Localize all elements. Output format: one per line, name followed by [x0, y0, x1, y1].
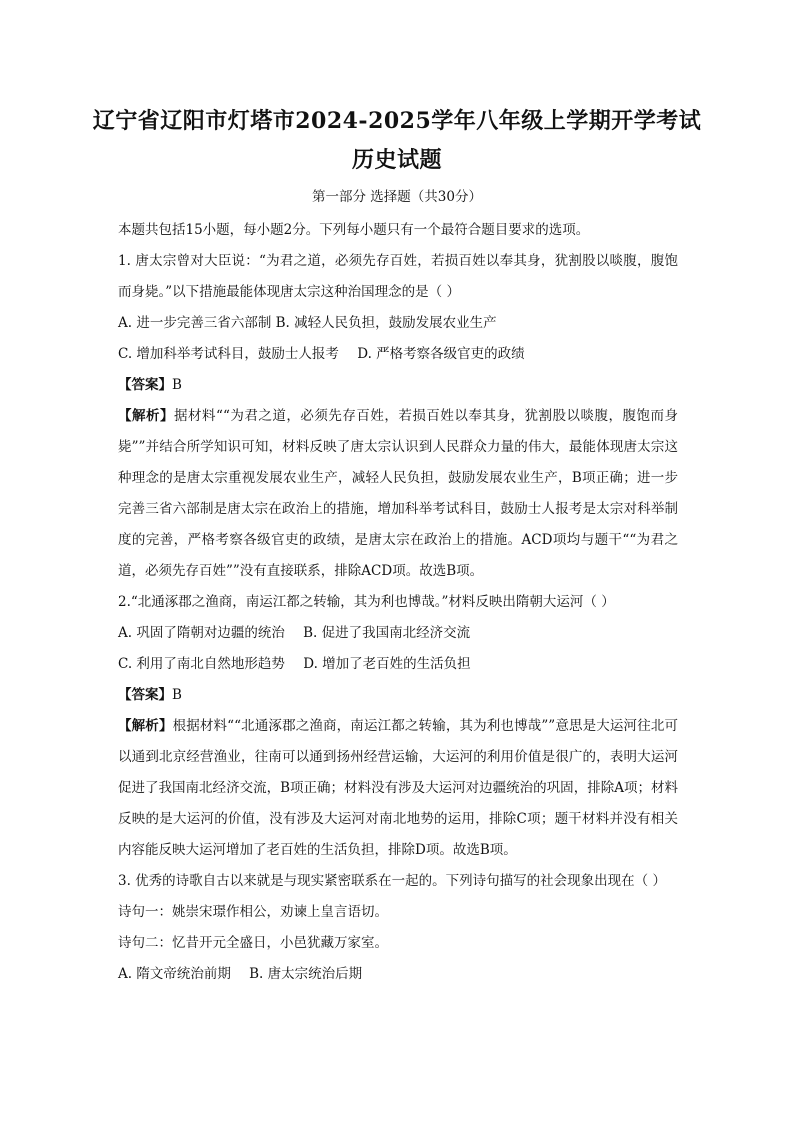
question-3-poem-1: 诗句一：姚崇宋璟作相公，劝谏上皇言语切。 — [118, 904, 388, 920]
question-2-option-a: A. 巩固了隋朝对边疆的统治 — [118, 625, 285, 641]
page-subject-title: 历史试题 — [351, 147, 442, 173]
question-3-options-ab — [118, 959, 678, 990]
question-3-option-a: A. 隋文帝统治前期 — [118, 966, 231, 982]
question-1-analysis — [118, 401, 678, 587]
analysis-label: 【解析】 — [118, 718, 173, 734]
question-2-options-cd — [118, 649, 678, 680]
answer-label: 【答案】 — [118, 687, 172, 703]
question-1-option-b: B. 减轻人民负担，鼓励发展农业生产 — [275, 315, 497, 331]
answer-value: B — [172, 377, 182, 393]
question-2-option-b: B. 促进了我国南北经济交流 — [303, 625, 471, 641]
answer-value: B — [172, 687, 182, 703]
question-1-options-cd — [118, 339, 678, 370]
analysis-label: 【解析】 — [118, 408, 175, 424]
analysis-text: 根据材料““北通涿郡之渔商，南运江都之转输，其为利也博哉””意思是大运河往北可以通到北京经营渔业，往南可以通到扬州经营运输，大运河的利用价值是很广的，表明大运河促进了我国南北经济交流，B项正确；材料没有涉及大运河对边疆统治的巩固，排除A项；材料反映的是大运河的价值，没有涉及大运河对南北地势的运用，排除C项；题干材料并没有相关内容能反映大运河增加了老百姓的生活负担，排除D项。故选B项。 — [118, 718, 679, 858]
question-2-analysis — [118, 711, 678, 866]
question-2-answer — [118, 680, 678, 711]
answer-label: 【答案】 — [118, 377, 172, 393]
instructions: 本题共包括15小题，每小题2分。下列每小题只有一个最符合题目要求的选项。 — [118, 222, 590, 238]
question-1-stem: 1. 唐太宗曾对大臣说：“为君之道，必须先存百姓，若损百姓以奉其身，犹割股以啖腹，腹饱而身毙。”以下措施最能体现唐太宗这种治国理念的是（ ） — [118, 253, 678, 300]
question-1-options-ab — [118, 308, 678, 339]
analysis-text: 据材料““为君之道，必须先存百姓，若损百姓以奉其身，犹割股以啖腹，腹饱而身毙””并结合所学知识可知，材料反映了唐太宗认识到人民群众力量的伟大，最能体现唐太宗这种理念的是唐太宗重视发展农业生产，减轻人民负担，鼓励发展农业生产，B项正确；进一步完善三省六部制是唐太宗在政治上的措施，增加科举考试科目，鼓励士人报考是太宗对科举制度的完善，严格考察各级官吏的政绩，是唐太宗在政治上的措施。ACD项均与题干““为君之道，必须先存百姓””没有直接联系，排除ACD项。故选B项。 — [118, 408, 679, 579]
question-3-poem-2: 诗句二：忆昔开元全盛日，小邑犹藏万家室。 — [118, 935, 388, 951]
question-1-option-c: C. 增加科举考试科目，鼓励士人报考 — [118, 346, 339, 362]
exam-content — [118, 215, 678, 990]
page-title: 辽宁省辽阳市灯塔市2024-2025学年八年级上学期开学考试 — [92, 108, 702, 134]
question-1-answer — [118, 370, 678, 401]
question-1-option-d: D. 严格考察各级官吏的政绩 — [357, 346, 525, 362]
question-3-stem: 3. 优秀的诗歌自古以来就是与现实紧密联系在一起的。下列诗句描写的社会现象出现在（ ） — [118, 873, 666, 889]
question-1-option-a: A. 进一步完善三省六部制 — [118, 315, 272, 331]
question-3-option-b: B. 唐太宗统治后期 — [249, 966, 363, 982]
question-2-option-c: C. 利用了南北自然地形趋势 — [118, 656, 285, 672]
question-2-option-d: D. 增加了老百姓的生活负担 — [303, 656, 471, 672]
question-2-stem: 2.“北通涿郡之渔商，南运江都之转输，其为利也博哉。”材料反映出隋朝大运河（ ） — [118, 594, 615, 610]
section-title: 第一部分 选择题（共30分） — [312, 189, 482, 205]
question-2-options-ab — [118, 618, 678, 649]
